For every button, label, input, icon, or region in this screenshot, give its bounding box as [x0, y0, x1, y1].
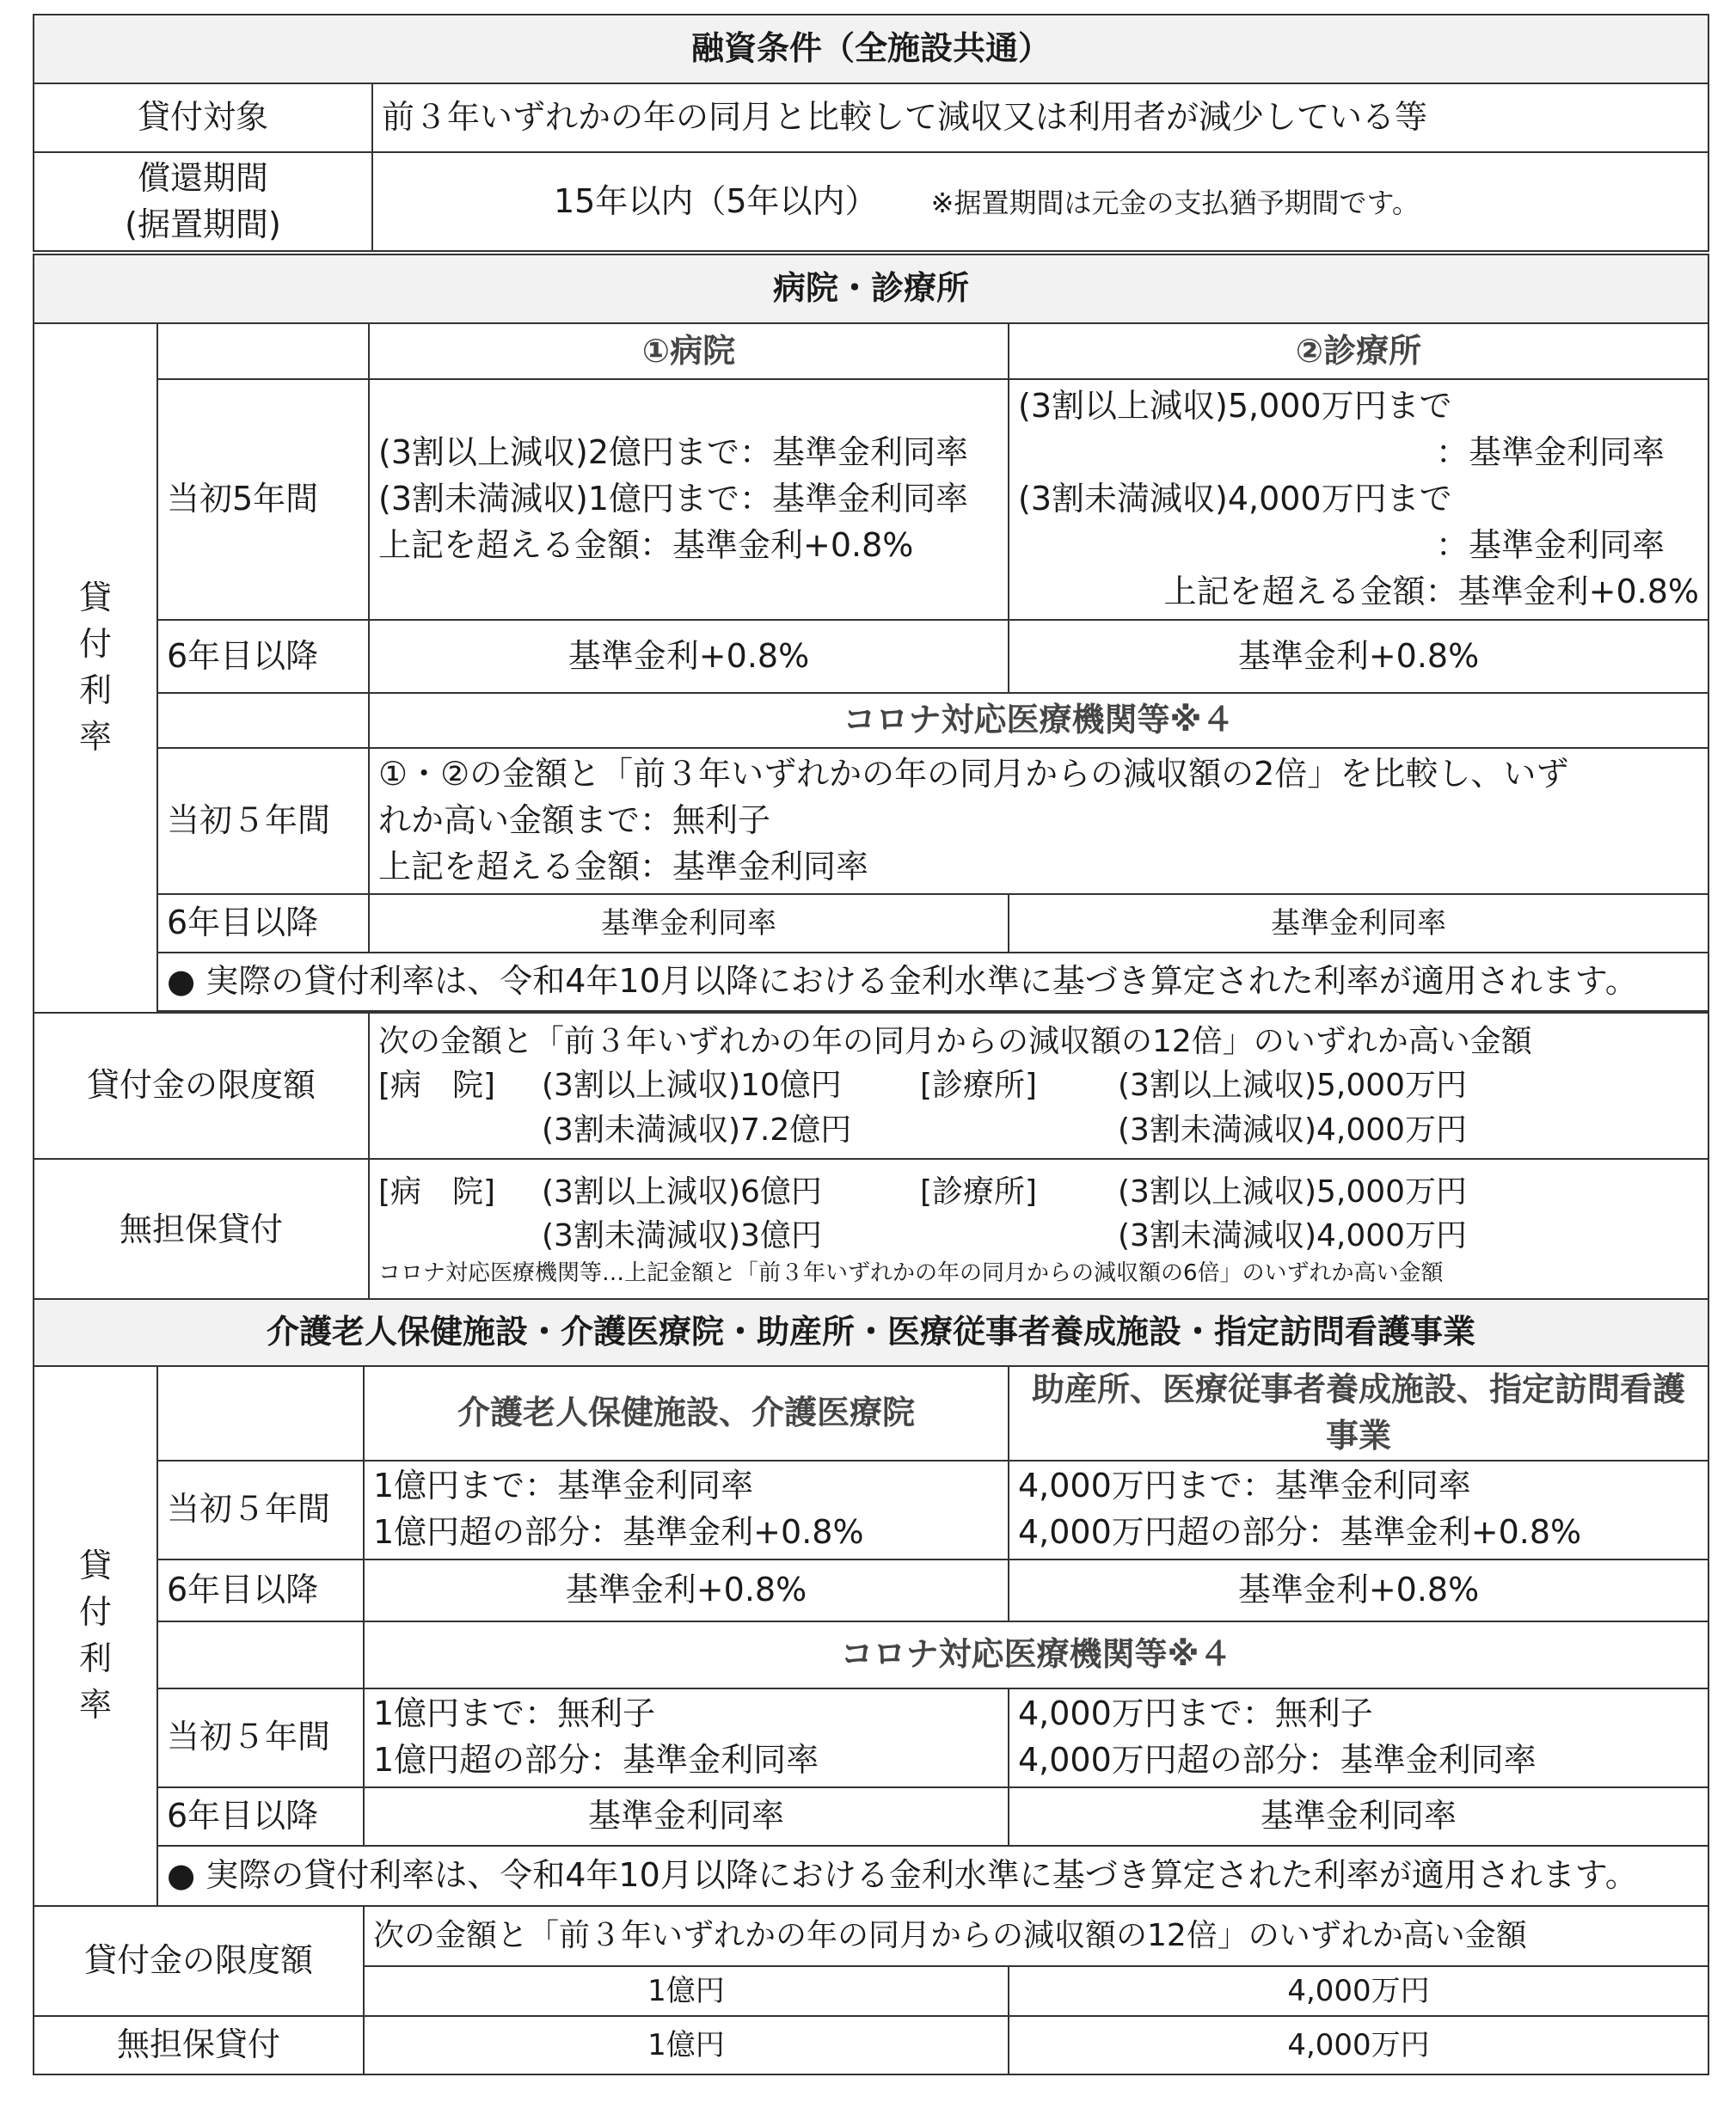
text-line: (3割以上減収)2億円まで：基準金利同率 [378, 433, 969, 472]
text-line: 1億円まで：基準金利同率 [373, 1467, 754, 1505]
col-care-b: 助産所、医療従事者養成施設、指定訪問看護事業 [1009, 1366, 1708, 1461]
care-b-first5 [1009, 1461, 1708, 1560]
text-line: 4,000万円超の部分：基準金利同率 [1018, 1741, 1537, 1780]
care-unsecured-b: 4,000万円 [1009, 2016, 1708, 2074]
after6-label: 6年目以降 [157, 620, 369, 693]
care-limit-a: 1億円 [364, 1966, 1009, 2016]
care-limit-intro: 次の金額と「前３年いずれかの年の同月からの減収額の12倍」のいずれか高い金額 [364, 1906, 1708, 1966]
common-conditions-table [33, 14, 1709, 252]
col-clinic: ②診療所 [1009, 323, 1708, 379]
hospital-tag: [病 院] [378, 1068, 496, 1104]
text-line: 1億円超の部分：基準金利同率 [373, 1741, 819, 1780]
rate-note: ● 実際の貸付利率は、令和4年10月以降における金利水準に基づき算定された利率が適用されます。 [157, 953, 1708, 1011]
hospital-table [33, 254, 1709, 1302]
clinic-tag: [診療所] [920, 1173, 1038, 1210]
period-value: 15年以内（5年以内） [554, 181, 878, 220]
clinic-after6: 基準金利+0.8% [1009, 620, 1708, 693]
unsecured-value: (3割未満減収)4,000万円 [1118, 1218, 1468, 1254]
limit-value: (3割未満減収)7.2億円 [542, 1112, 852, 1148]
rate-char: 付 [78, 1593, 112, 1631]
limit-grid [378, 1063, 1699, 1151]
first5-label: 当初5年間 [157, 379, 369, 620]
rate-char: 貸 [78, 1547, 112, 1585]
care-rate-note: ● 実際の貸付利率は、令和4年10月以降における金利水準に基づき算定された利率が適用されます。 [157, 1846, 1708, 1906]
text-line: 4,000万円超の部分：基準金利+0.8% [1018, 1513, 1582, 1552]
clinic-first5 [1009, 379, 1708, 620]
clinic-tag: [診療所] [920, 1068, 1038, 1104]
care-a-first5 [364, 1461, 1009, 1560]
unsecured-grid [378, 1170, 1699, 1258]
limit-label: 貸付金の限度額 [34, 1013, 369, 1159]
text-line: れか高い金額まで：無利子 [378, 801, 771, 840]
care-corona-a-after6: 基準金利同率 [364, 1787, 1009, 1846]
unsecured-value: (3割以上減収)5,000万円 [1118, 1173, 1468, 1210]
care-title: 介護老人保健施設・介護医療院・助産所・医療従事者養成施設・指定訪問看護事業 [34, 1299, 1708, 1366]
limit-value: (3割以上減収)5,000万円 [1118, 1068, 1468, 1104]
care-limit-label: 貸付金の限度額 [34, 1906, 364, 2016]
unsecured-label: 無担保貸付 [34, 1159, 369, 1301]
text-line: ：基準金利同率 [1436, 525, 1665, 564]
hospital-tag: [病 院] [378, 1173, 496, 1210]
period-cell [372, 152, 1708, 251]
care-first5-label: 当初５年間 [157, 1461, 364, 1560]
period-note: ※据置期間は元金の支払猶予期間です。 [930, 186, 1420, 219]
care-unsecured-a: 1億円 [364, 2016, 1009, 2074]
hospital-title: 病院・診療所 [34, 254, 1708, 323]
empty-cell [157, 1366, 364, 1461]
limit-intro: 次の金額と「前３年いずれかの年の同月からの減収額の12倍」のいずれか高い金額 [378, 1024, 1532, 1060]
empty-cell [157, 323, 369, 379]
rate-char: 利 [78, 671, 112, 709]
care-corona-b-after6: 基準金利同率 [1009, 1787, 1708, 1846]
text-line: ：基準金利同率 [1436, 433, 1665, 472]
corona-clinic-after6: 基準金利同率 [1009, 894, 1708, 953]
care-after6-label: 6年目以降 [157, 1560, 364, 1621]
care-a-after6: 基準金利+0.8% [364, 1560, 1009, 1621]
period-label-1: 償還期間 [137, 158, 268, 197]
care-corona-a-first5 [364, 1688, 1009, 1787]
text-line: (3割未満減収)1億円まで：基準金利同率 [378, 480, 969, 518]
unsecured-value: (3割未満減収)3億円 [542, 1218, 822, 1254]
care-b-after6: 基準金利+0.8% [1009, 1560, 1708, 1621]
care-corona-after6-label: 6年目以降 [157, 1787, 364, 1846]
unsecured-value: (3割以上減収)6億円 [542, 1173, 822, 1210]
text-line: 上記を超える金額：基準金利同率 [378, 847, 869, 885]
text-line: (3割未満減収)4,000万円まで [1018, 480, 1452, 518]
corona-hospital-after6: 基準金利同率 [369, 894, 1009, 953]
care-unsecured-label: 無担保貸付 [34, 2016, 364, 2074]
rate-char: 率 [78, 717, 112, 756]
corona-first5 [369, 748, 1708, 894]
rate-char: 利 [78, 1639, 112, 1677]
period-label [34, 152, 372, 251]
text-line: 4,000万円まで：無利子 [1018, 1694, 1373, 1733]
unsecured-note: コロナ対応医療機関等…上記金額と「前３年いずれかの年の同月からの減収額の6倍」のいずれか高い金額 [378, 1260, 1444, 1287]
hospital-rate-label [34, 323, 157, 1013]
corona-after6-label: 6年目以降 [157, 894, 369, 953]
care-corona-header: コロナ対応医療機関等※４ [364, 1621, 1708, 1688]
target-value: 前３年いずれかの年の同月と比較して減収又は利用者が減少している等 [372, 83, 1708, 152]
target-label: 貸付対象 [34, 83, 372, 152]
text-line: 1億円まで：無利子 [373, 1694, 656, 1733]
rate-char: 率 [78, 1685, 112, 1724]
text-line: (3割以上減収)5,000万円まで [1018, 387, 1452, 426]
limit-cell [369, 1013, 1708, 1159]
care-limit-b: 4,000万円 [1009, 1966, 1708, 2016]
rate-char: 貸 [78, 579, 112, 617]
care-corona-b-first5 [1009, 1688, 1708, 1787]
corona-header: コロナ対応医療機関等※４ [369, 693, 1708, 748]
limit-value: (3割以上減収)10億円 [542, 1068, 842, 1104]
text-line: 上記を超える金額：基準金利+0.8% [378, 525, 914, 564]
care-corona-first5-label: 当初５年間 [157, 1688, 364, 1787]
text-line: 上記を超える金額：基準金利+0.8% [1163, 572, 1700, 610]
common-title: 融資条件（全施設共通） [34, 15, 1708, 83]
col-care-a: 介護老人保健施設、介護医療院 [364, 1366, 1009, 1461]
empty-cell [157, 1621, 364, 1688]
empty-cell [157, 693, 369, 748]
care-table [33, 1298, 1709, 2075]
corona-first5-label: 当初５年間 [157, 748, 369, 894]
text-line: ①・②の金額と「前３年いずれかの年の同月からの減収額の2倍」を比較し、いず [378, 755, 1569, 794]
limit-value: (3割未満減収)4,000万円 [1118, 1112, 1468, 1148]
rate-char: 付 [78, 625, 112, 664]
text-line: 1億円超の部分：基準金利+0.8% [373, 1513, 864, 1552]
care-rate-label [34, 1366, 157, 1906]
period-label-2: (据置期間) [125, 205, 281, 243]
text-line: 4,000万円まで：基準金利同率 [1018, 1467, 1471, 1505]
hospital-first5 [369, 379, 1009, 620]
hospital-after6: 基準金利+0.8% [369, 620, 1009, 693]
unsecured-cell [369, 1159, 1708, 1301]
col-hospital: ①病院 [369, 323, 1009, 379]
